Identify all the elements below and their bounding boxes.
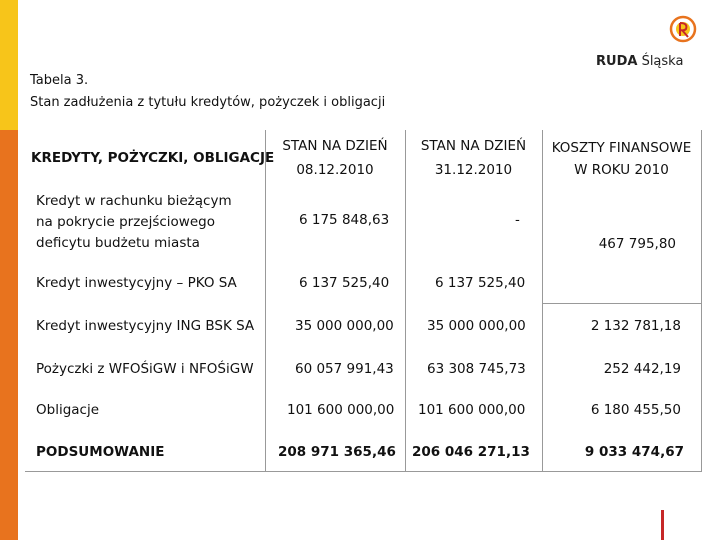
col-separator xyxy=(265,130,266,472)
left-accent-stripe-yellow xyxy=(0,0,18,130)
row-value-col2: - xyxy=(515,212,520,228)
header-category: KREDYTY, POŻYCZKI, OBLIGACJE xyxy=(31,150,275,166)
row-value-col1: 60 057 991,43 xyxy=(295,361,394,377)
row-label: Kredyt inwestycyjny ING BSK SA xyxy=(36,318,255,334)
table-number: Tabela 3. xyxy=(30,73,89,88)
row-value-col1: 6 137 525,40 xyxy=(299,275,390,291)
col-separator xyxy=(701,130,702,472)
header-col3-line1: KOSZTY FINANSOWE xyxy=(551,140,692,156)
table-bottom-line xyxy=(25,471,701,472)
ruda-slaska-logo-icon xyxy=(668,14,698,44)
header-col1-line2: 08.12.2010 xyxy=(296,162,374,178)
row-value-col3: 252 442,19 xyxy=(603,361,681,377)
summary-col2: 206 046 271,13 xyxy=(412,444,530,460)
row-value-col1: 101 600 000,00 xyxy=(287,402,395,418)
bottom-accent-bar xyxy=(661,510,664,540)
row-value-col2: 63 308 745,73 xyxy=(427,361,526,377)
row-value-col2: 35 000 000,00 xyxy=(427,318,526,334)
row-label: Pożyczki z WFOŚiGW i NFOŚiGW xyxy=(36,361,254,377)
row-label: Kredyt inwestycyjny – PKO SA xyxy=(36,275,237,291)
summary-col1: 208 971 365,46 xyxy=(278,444,396,460)
ruda-slaska-logo xyxy=(590,14,710,69)
header-col2-line2: 31.12.2010 xyxy=(434,162,513,178)
row-value-col3: 6 180 455,50 xyxy=(590,402,681,418)
row-value-col2: 6 137 525,40 xyxy=(435,275,526,291)
row-label-line: na pokrycie przejściowego xyxy=(36,214,215,230)
header-col3-line2: W ROKU 2010 xyxy=(574,162,669,178)
row-value-col1: 35 000 000,00 xyxy=(295,318,394,334)
row-label: Obligacje xyxy=(36,402,100,418)
header-col1-line1: STAN NA DZIEŃ xyxy=(282,138,388,154)
table-caption xyxy=(30,70,385,114)
row-value-col3: 2 132 781,18 xyxy=(590,318,681,334)
debt-table xyxy=(25,130,701,472)
summary-label: PODSUMOWANIE xyxy=(36,444,165,460)
row-label-line: Kredyt w rachunku bieżącym xyxy=(36,193,232,209)
table-title: Stan zadłużenia z tytułu kredytów, pożyczek i obligacji xyxy=(30,95,386,110)
col-separator xyxy=(542,130,543,472)
col-separator xyxy=(405,130,406,472)
header-col2-line1: STAN NA DZIEŃ xyxy=(420,138,527,154)
row-value-col1: 6 175 848,63 xyxy=(299,212,390,228)
merged-cost-value: 467 795,80 xyxy=(598,236,676,252)
logo-wordmark: RUDA Śląska xyxy=(596,54,684,69)
row-separator xyxy=(542,303,701,304)
summary-col3: 9 033 474,67 xyxy=(584,444,684,460)
row-value-col2: 101 600 000,00 xyxy=(418,402,526,418)
left-accent-stripe-orange xyxy=(0,130,18,540)
row-label-line: deficytu budżetu miasta xyxy=(36,235,200,251)
